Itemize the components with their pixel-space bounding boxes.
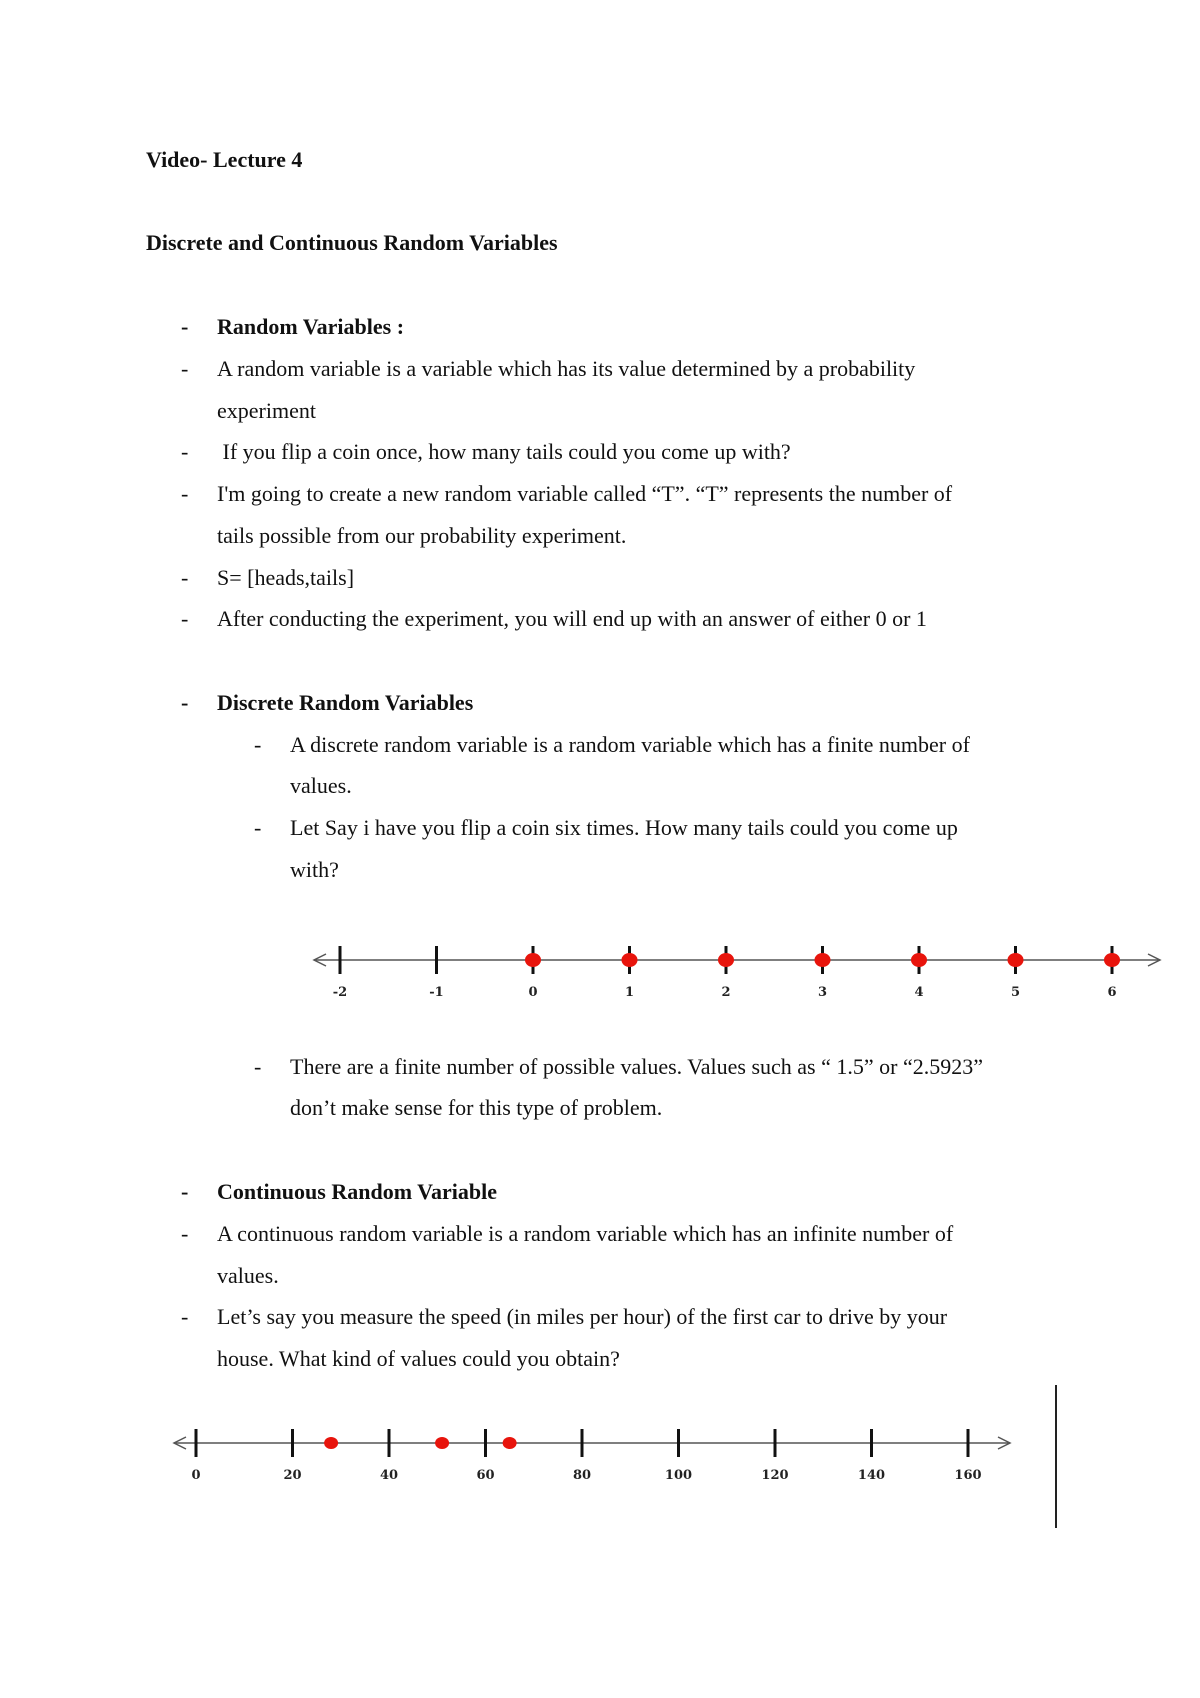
list-item (181, 557, 1117, 599)
list-item-continuation (217, 390, 1117, 432)
list-item-text: A discrete random variable is a random variable which has a finite number of (290, 732, 970, 757)
list-item-text: After conducting the experiment, you will end up with an answer of either 0 or 1 (217, 606, 927, 631)
tick-label: 3 (817, 985, 828, 1000)
bullet-dash: - (181, 1179, 189, 1204)
list-item-continuation (217, 1255, 1117, 1297)
data-point (435, 1437, 449, 1449)
list-item-text: with? (290, 857, 339, 882)
tick-label: 140 (857, 1468, 886, 1483)
heading-text: Continuous Random Variable (217, 1179, 497, 1204)
tick-label: 4 (914, 985, 924, 1000)
tick-label: 160 (954, 1468, 982, 1483)
data-point (324, 1437, 338, 1449)
tick-label: 0 (528, 985, 538, 1000)
list-item (181, 598, 1117, 640)
list-item-text: values. (290, 773, 352, 798)
tick-label: 6 (1107, 985, 1117, 1000)
list-item-text: S= [heads,tails] (217, 565, 355, 590)
bullet-dash: - (181, 481, 189, 506)
bullet-dash: - (181, 606, 189, 631)
page-title: Video- Lecture 4 (146, 147, 303, 172)
list-item-continuation (217, 515, 1117, 557)
tick-label: 2 (721, 985, 731, 1000)
list-item (181, 1213, 1117, 1255)
tick-label: 40 (379, 1468, 399, 1483)
section-heading-discrete (181, 682, 1117, 724)
list-item-continuation (290, 849, 1190, 891)
bullet-dash: - (181, 439, 189, 464)
data-point (525, 953, 541, 967)
list-item-text: Let Say i have you flip a coin six times. How many tails could you come up (290, 815, 958, 840)
tick-label: 60 (476, 1468, 495, 1483)
tick-label: 1 (624, 985, 635, 1000)
list-item (181, 431, 1117, 473)
list-item-text: values. (217, 1263, 279, 1288)
data-point (911, 953, 927, 967)
list-item-text: If you flip a coin once, how many tails could you come up with? (217, 439, 791, 464)
list-item-text: experiment (217, 398, 316, 423)
list-item (254, 1046, 1190, 1088)
continuous-number-line (160, 1410, 1040, 1490)
tick-label: 20 (283, 1468, 302, 1483)
list-item-continuation (290, 1087, 1190, 1129)
bullet-dash: - (181, 1221, 189, 1246)
bullet-dash: - (181, 565, 189, 590)
list-item-text: tails possible from our probability experiment. (217, 523, 627, 548)
list-item-text: A continuous random variable is a random variable which has an infinite number of (217, 1221, 954, 1246)
bullet-dash: - (181, 1304, 189, 1329)
section-heading-random-variables (181, 306, 1117, 348)
tick-label: 80 (572, 1468, 592, 1483)
tick-label: 100 (664, 1468, 693, 1483)
list-item-continuation (217, 1338, 1117, 1380)
heading-text: Discrete Random Variables (217, 690, 474, 715)
bullet-dash: - (181, 314, 189, 339)
bullet-dash: - (254, 815, 262, 840)
list-item-continuation (290, 765, 1190, 807)
list-item-text: A random variable is a variable which has its value determined by a probability (217, 356, 916, 381)
tick-label: 0 (191, 1468, 201, 1483)
list-item-text: house. What kind of values could you obtain? (217, 1346, 620, 1371)
tick-label: 120 (761, 1468, 789, 1483)
data-point (815, 953, 831, 967)
data-point (1008, 953, 1024, 967)
list-item (181, 348, 1117, 390)
data-point (503, 1437, 517, 1449)
page-subtitle: Discrete and Continuous Random Variables (146, 230, 558, 255)
list-item-text: There are a finite number of possible values. Values such as “ 1.5” or “2.5923” (290, 1054, 983, 1079)
list-item-text: I'm going to create a new random variable called “T”. “T” represents the number of (217, 481, 953, 506)
bullet-dash: - (254, 732, 262, 757)
data-point (622, 953, 638, 967)
list-item (254, 724, 1190, 766)
tick-label: 5 (1010, 985, 1021, 1000)
list-item-text: Let’s say you measure the speed (in miles per hour) of the first car to drive by your (217, 1304, 948, 1329)
section-heading-continuous (181, 1171, 1117, 1213)
heading-text: Random Variables : (217, 314, 405, 339)
list-item (181, 473, 1117, 515)
tick-label: -1 (429, 985, 444, 1000)
tick-label: -2 (332, 985, 348, 1000)
discrete-number-line (300, 930, 1180, 1010)
bullet-dash: - (181, 690, 189, 715)
data-point (1104, 953, 1120, 967)
data-point (718, 953, 734, 967)
bullet-dash: - (254, 1054, 262, 1079)
bullet-dash: - (181, 356, 189, 381)
list-item (254, 807, 1190, 849)
divider-line (1055, 1385, 1057, 1528)
list-item (181, 1296, 1117, 1338)
list-item-text: don’t make sense for this type of problem. (290, 1095, 663, 1120)
